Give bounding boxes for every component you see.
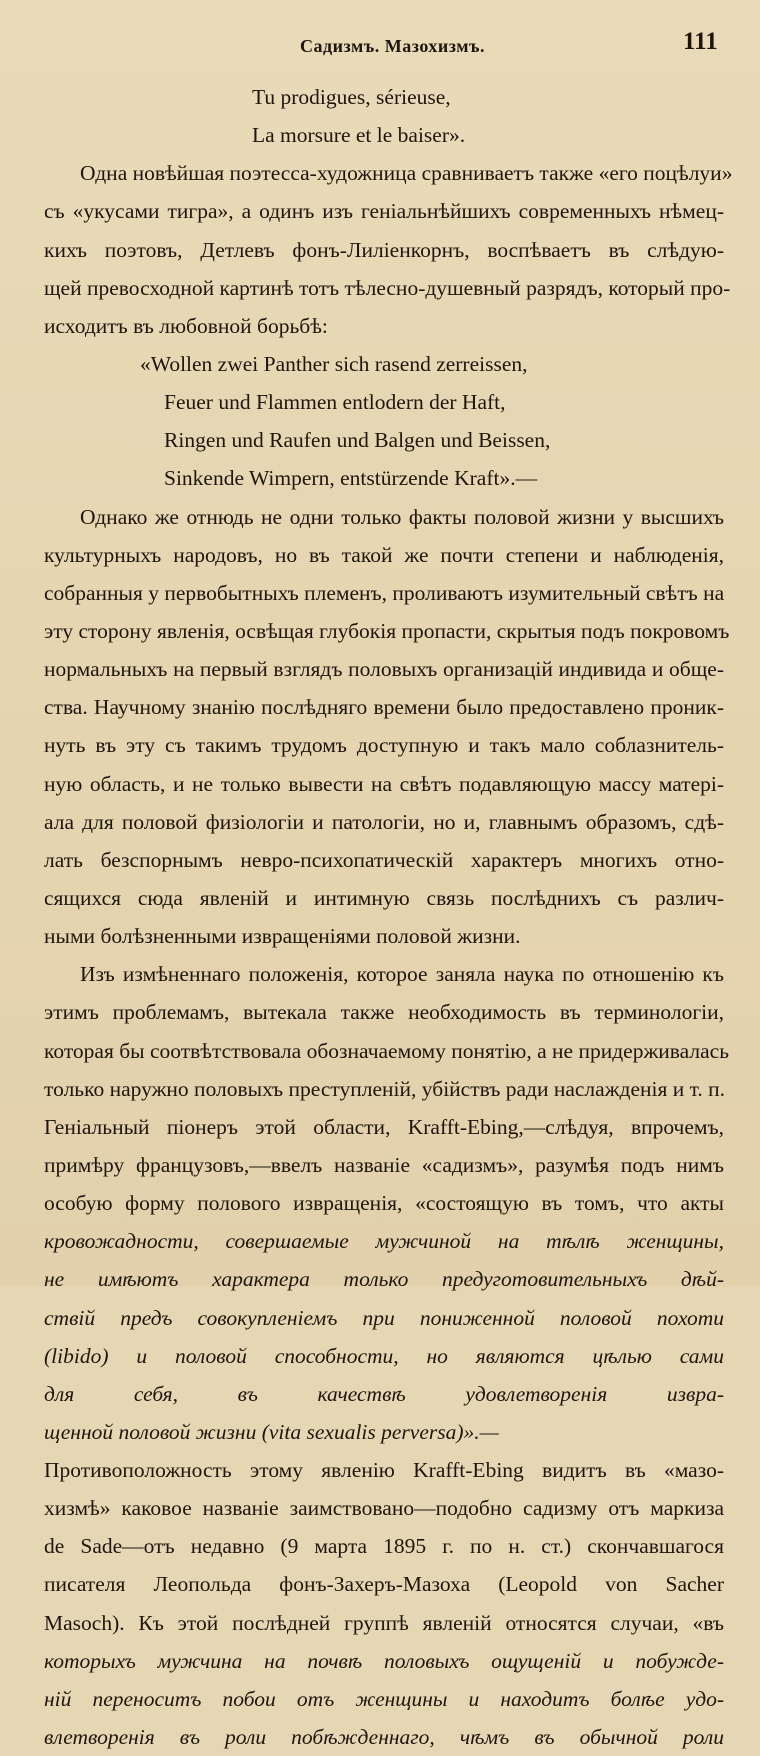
text-line: ала для половой физіологіи и патологіи, но и, главнымъ образомъ, сдѣ- [44, 809, 724, 834]
body-text [44, 78, 733, 1756]
text-line: лать безспорнымъ невро-психопатическій характеръ многихъ отно- [44, 847, 724, 872]
text-line: de Sade—отъ недавно (9 марта 1895 г. по н. ст.) скончавшагося [44, 1534, 724, 1559]
text-line: Sinkende Wimpern, entstürzende Kraft».— [164, 466, 538, 491]
text-line: Tu prodigues, sérieuse, [252, 85, 451, 109]
text-line: ную область, и не только вывести на свѣтъ подавляющую массу матері- [44, 771, 724, 796]
text-line: (libido) и половой способности, но являются цѣлью сами [44, 1343, 724, 1368]
text-line: собранныя у первобытныхъ племенъ, проливаютъ изумительный свѣтъ на [44, 580, 725, 605]
text-line: этимъ проблемамъ, вытекала также необходимость въ терминологіи, [44, 1000, 724, 1025]
text-line: La morsure et le baiser». [252, 123, 466, 148]
text-line: которая бы соотвѣтствовала обозначаемому понятію, а не придерживалась [44, 1038, 730, 1063]
text-line: ствій предъ совокупленіемъ при пониженной половой похоти [44, 1305, 724, 1330]
text-line: примѣру французовъ,—ввелъ названіе «садизмъ», разумѣя подъ нимъ [44, 1152, 724, 1177]
text-line: эту сторону явленія, освѣщая глубокія пропасти, скрытыя подъ покровомъ [44, 618, 730, 643]
text-line: сящихся сюда явленій и интимную связь послѣднихъ съ различ- [44, 885, 724, 910]
text-line: Feuer und Flammen entlodern der Haft, [164, 390, 506, 415]
text-line: исходитъ въ любовной борьбѣ: [44, 313, 328, 338]
text-line: съ «укусами тигра», а одинъ изъ геніальнѣйшихъ современныхъ нѣмец- [44, 199, 724, 224]
text-line: только наружно половыхъ преступленій, убійствъ ради наслажденія и т. п. [44, 1076, 726, 1101]
text-line: Изъ измѣненнаго положенія, которое заняла наука по отношенію къ [80, 962, 724, 987]
text-line: Ringen und Raufen und Balgen und Beissen, [164, 428, 551, 453]
text-line: которыхъ мужчина на почвѣ половыхъ ощущеній и побужде- [44, 1648, 724, 1673]
text-line: хизмѣ» каковое названіе заимствовано—подобно садизму отъ маркиза [44, 1496, 724, 1521]
text-line: не имѣютъ характера только предуготовительныхъ дѣй- [44, 1267, 724, 1292]
text-line: нуть въ эту съ такимъ трудомъ доступную и такъ мало соблазнитель- [44, 733, 724, 758]
text-line: ній переноситъ побои отъ женщины и находитъ болѣе удо- [44, 1686, 724, 1711]
text-line: для себя, въ качествѣ удовлетворенія извра- [44, 1381, 724, 1406]
text-line: Masoch). Къ этой послѣдней группѣ явленій относятся случаи, «въ [44, 1610, 724, 1635]
page-number: 111 [683, 28, 718, 55]
page-header [0, 28, 760, 62]
running-title: Садизмъ. Мазохизмъ. [300, 36, 485, 56]
text-line: нормальныхъ на первый взглядъ половыхъ организацій индивида и обще- [44, 657, 724, 682]
text-line: «Wollen zwei Panther sich rasend zerreissen, [140, 351, 528, 376]
text-line: ными болѣзненными извращеніями половой жизни. [44, 924, 521, 949]
text-line: культурныхъ народовъ, но въ такой же почти степени и наблюденія, [44, 542, 724, 567]
text-line: Геніальный піонеръ этой области, Krafft-Ebing,—слѣдуя, впрочемъ, [44, 1114, 724, 1139]
text-line: особую форму полового извращенія, «состоящую въ томъ, что акты [44, 1191, 724, 1216]
text-line: кихъ поэтовъ, Детлевъ фонъ-Лиліенкорнъ, воспѣваетъ въ слѣдую- [44, 237, 724, 262]
text-line: щенной половой жизни (vita sexualis perversa)».— [44, 1419, 499, 1444]
text-line: Противоположность этому явленію Krafft-Ebing видитъ въ «мазо- [44, 1458, 724, 1483]
text-line: щей превосходной картинѣ тотъ тѣлесно-душевный разрядъ, который про- [44, 275, 731, 300]
text-line: писателя Леопольда фонъ-Захеръ-Мазоха (Leopold von Sacher [44, 1572, 724, 1597]
text-line: кровожадности, совершаемые мужчиной на тѣлѣ женщины, [44, 1229, 724, 1254]
text-line: влетворенія въ роли побѣжденнаго, чѣмъ въ обычной роли [44, 1725, 724, 1750]
text-line: ства. Научному знанію послѣдняго времени было предоставлено проник- [44, 695, 724, 720]
text-line: Одна новѣйшая поэтесса-художница сравниваетъ также «его поцѣлуи» [80, 161, 733, 186]
text-line: Однако же отнюдь не одни только факты половой жизни у высшихъ [80, 504, 724, 529]
